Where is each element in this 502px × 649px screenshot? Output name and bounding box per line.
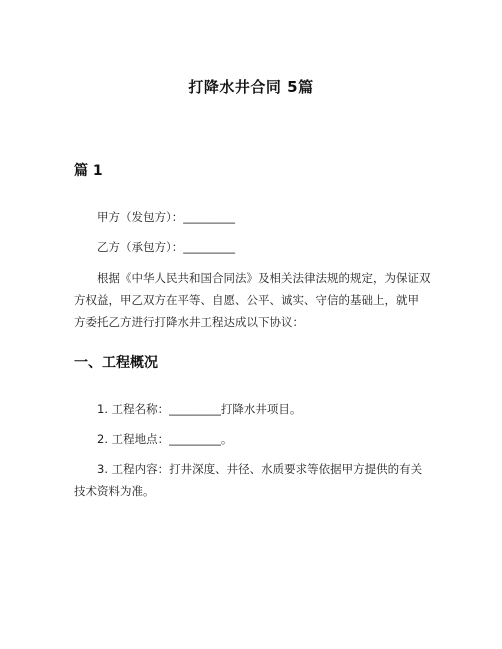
list-item-line: 3. 工程内容：打井深度、井径、水质要求等依据甲方提供的有关 xyxy=(97,462,423,476)
list-item-line: 2. 工程地点：_________。 xyxy=(97,432,233,446)
list-item-line: 技术资料为准。 xyxy=(74,484,155,498)
list-item xyxy=(74,428,434,450)
party-b-line: 乙方（承包方）：_________ xyxy=(97,240,235,254)
intro-paragraph xyxy=(74,267,434,333)
document-title: 打降水井合同 5篇 xyxy=(188,78,314,96)
list-item xyxy=(74,398,434,420)
list-item-line: 1. 工程名称：_________打降水井项目。 xyxy=(97,402,302,416)
intro-line: 方权益，甲乙双方在平等、自愿、公平、诚实、守信的基础上，就甲 xyxy=(74,293,419,307)
part-heading: 篇 1 xyxy=(74,163,103,179)
intro-line: 根据《中华人民共和国合同法》及相关法律法规的规定，为保证双 xyxy=(97,271,431,285)
intro-line: 方委托乙方进行打降水井工程达成以下协议： xyxy=(74,315,304,329)
list-item xyxy=(74,458,434,502)
section-heading: 一、工程概况 xyxy=(74,355,158,371)
party-a-line: 甲方（发包方）：_________ xyxy=(97,210,235,224)
